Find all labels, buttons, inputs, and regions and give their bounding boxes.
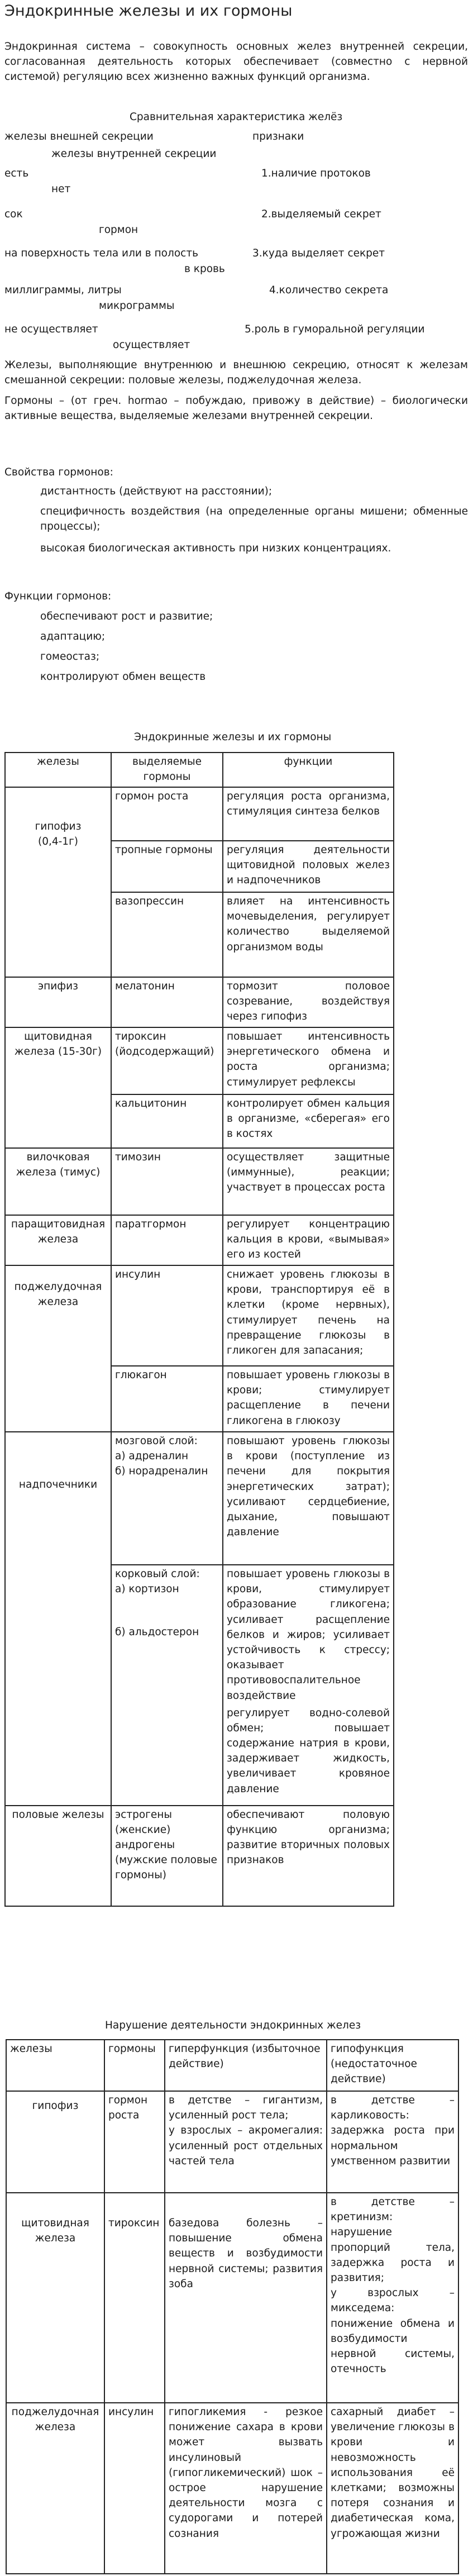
gland-cell: гипофиз — [6, 2091, 104, 2193]
gland-cell: паращитовидная железа — [5, 1215, 111, 1265]
hormone-cell: инсулин — [104, 2403, 165, 2574]
glands-hormones-table — [4, 752, 394, 1907]
list-item: контролируют обмен веществ — [40, 671, 206, 683]
column-header: железы — [6, 2040, 104, 2091]
properties-heading: Свойства гормонов: — [4, 466, 113, 478]
comparison-row-1-sign: 1.наличие протоков — [261, 168, 371, 179]
list-item: высокая биологическая активность при низких концентрациях. — [40, 542, 391, 554]
function-cell: регулирует водно-солевой обмен; повышает содержание натрия в крови, задерживает жидкость, увеличивает кровяное давление — [223, 1704, 394, 1806]
comparison-row-5-left: не осуществляет — [4, 323, 98, 335]
list-item: гомеостаз; — [40, 651, 100, 663]
function-cell: повышает уровень глюкозы в крови; стимулирует расщепление в печени гликогена в глюкозу — [223, 1366, 394, 1432]
function-cell: повышают уровень глюкозы в крови (поступление из печени для покрытия энергетических затрат); усиливают сердцебиение, дыхание, повышают давление — [223, 1432, 394, 1565]
hormone-cell: вазопрессин — [111, 892, 223, 977]
hormone-cell: тропные гормоны — [111, 841, 223, 892]
comparison-row-4-left: миллиграммы, литры — [4, 284, 122, 296]
gland-cell: щитовидная железа (15-30г) — [5, 1027, 111, 1148]
hyper-cell: базедова болезнь – повышение обмена веществ и возбудимости нервной системы; развития зоба — [165, 2193, 327, 2403]
hormone-cell: паратгормон — [111, 1215, 223, 1265]
hyper-cell: в детстве – гигантизм, усиленный рост тела; у взрослых – акромегалия: усиленный рост отдельных частей тела — [165, 2091, 327, 2193]
comparison-row-5-sign: 5.роль в гуморальной регуляции — [245, 323, 425, 335]
hormone-cell: мозговой слой: а) адреналин б) норадреналин — [111, 1432, 223, 1565]
function-cell: снижает уровень глюкозы в крови, транспортируя её в клетки (кроме нервных), стимулирует печень на превращение глюкозы в гликоген для запасания; — [223, 1265, 394, 1366]
column-header: гиперфункция (избыточное действие) — [165, 2040, 327, 2091]
function-cell: повышает уровень глюкозы в крови, стимулирует образование гликогена; усиливает расщепление белков и жиров; усиливает устойчивость к стрессу; оказывает противовоспалительное воздействие — [223, 1565, 394, 1704]
comparison-row-3-left: на поверхность тела или в полость — [4, 247, 198, 259]
function-cell: повышает интенсивность энергетического обмена и роста организма; стимулирует рефлексы — [223, 1027, 394, 1094]
gland-cell: поджелудочная железа — [5, 1265, 111, 1432]
hormone-cell: гормон роста — [111, 787, 223, 841]
hypo-cell: сахарный диабет – увеличение глюкозы в крови и невозможность использования её клетками; возможны потеря сознания и диабетическая кома, угрожающая жизни — [327, 2403, 458, 2574]
column-header: железы — [5, 753, 111, 787]
table-header-row — [5, 753, 394, 787]
list-item: обеспечивают рост и развитие; — [40, 611, 213, 622]
hormone-cell: тироксин — [104, 2193, 165, 2403]
comparison-row-4-sign: 4.количество секрета — [269, 284, 389, 296]
hormone-cell: тироксин (йодсодержащий) — [111, 1027, 223, 1094]
comparison-right-header: железы внутренней секреции — [51, 148, 217, 160]
table-row — [6, 2403, 458, 2574]
comparison-row-4-right: микрограммы — [99, 300, 175, 312]
table-row — [5, 1265, 394, 1366]
column-header: выделяемые гормоны — [111, 753, 223, 787]
hypo-cell: в детстве – карликовость: задержка роста при нормальном умственном развитии — [327, 2091, 458, 2193]
table2-caption: Нарушение деятельности эндокринных желез — [105, 2020, 361, 2031]
hypo-cell: в детстве – кретинизм: нарушение пропорций тела, задержка роста и развития; у взрослых – микседема: понижение обмена и возбудимости нервной системы, отечность — [327, 2193, 458, 2403]
comparison-row-2-sign: 2.выделяемый секрет — [261, 208, 381, 220]
gland-cell: надпочечники — [5, 1432, 111, 1806]
table-row — [5, 1432, 394, 1565]
list-item: адаптацию; — [40, 631, 106, 642]
table-row — [5, 1215, 394, 1265]
hormone-cell: гормон роста — [104, 2091, 165, 2193]
table-row — [6, 2091, 458, 2193]
comparison-row-1-left: есть — [4, 168, 29, 179]
table-row — [5, 977, 394, 1027]
function-cell: регулирует концентрацию кальция в крови, «вымывая» его из костей — [223, 1215, 394, 1265]
column-header: гипофункция (недостаточное действие) — [327, 2040, 458, 2091]
table-row — [5, 787, 394, 841]
comparison-title: Сравнительная характеристика желёз — [130, 111, 343, 123]
table-row — [5, 1806, 394, 1906]
column-header: гормоны — [104, 2040, 165, 2091]
comparison-row-1-right: нет — [51, 183, 71, 195]
table-header-row — [6, 2040, 458, 2091]
hormone-cell: корковый слой: а) кортизон б) альдостерон — [111, 1565, 223, 1806]
page-title: Эндокринные железы и их гормоны — [4, 2, 293, 20]
function-cell: осуществляет защитные (иммунные), реакции; участвует в процессах роста — [223, 1148, 394, 1215]
function-cell: тормозит половое созревание, воздействуя через гипофиз — [223, 977, 394, 1027]
comparison-row-5-right: осуществляет — [113, 339, 190, 351]
gland-cell: половые железы — [5, 1806, 111, 1906]
comparison-left-header: железы внешней секреции — [4, 131, 154, 142]
function-cell: контролирует обмен кальция в организме, «сберегая» его в костях — [223, 1094, 394, 1148]
comparison-signs-header: признаки — [252, 131, 304, 142]
hormone-cell: инсулин — [111, 1265, 223, 1366]
gland-cell: вилочковая железа (тимус) — [5, 1148, 111, 1215]
list-item: специфичность воздействия (на определенные органы мишени; обменные процессы); — [40, 506, 468, 533]
hormone-cell: тимозин — [111, 1148, 223, 1215]
table-row — [6, 2193, 458, 2403]
functions-heading: Функции гормонов: — [4, 591, 112, 602]
mixed-glands-paragraph: Железы, выполняющие внутреннюю и внешнюю секрецию, относят к железам смешанной секреции: половые железы, поджелудочная железа. — [4, 359, 468, 387]
hormone-cell: кальцитонин — [111, 1094, 223, 1148]
gland-cell: гипофиз (0,4-1г) — [5, 787, 111, 977]
gland-cell: эпифиз — [5, 977, 111, 1027]
gland-cell: поджелудочная железа — [6, 2403, 104, 2574]
gland-cell: щитовидная железа — [6, 2193, 104, 2403]
hormone-cell: глюкагон — [111, 1366, 223, 1432]
hormone-cell: мелатонин — [111, 977, 223, 1027]
function-cell: обеспечивают половую функцию организма; развитие вторичных половых признаков — [223, 1806, 394, 1906]
comparison-row-2-left: сок — [4, 208, 23, 220]
table1-caption: Эндокринные железы и их гормоны — [134, 731, 332, 743]
function-cell: регуляция роста организма, стимуляция синтеза белков — [223, 787, 394, 841]
function-cell: регуляция деятельности щитовидной половых желез и надпочечников — [223, 841, 394, 892]
hormones-definition: Гормоны – (от греч. hormao – побуждаю, привожу в действие) – биологически активные вещества, выделяемые железами внутренней секреции. — [4, 395, 468, 422]
gland-disorders-table — [6, 2039, 459, 2574]
table-row — [5, 1027, 394, 1094]
column-header: функции — [223, 753, 394, 787]
comparison-row-3-right: в кровь — [184, 263, 225, 275]
hormone-cell: эстрогены (женские) андрогены (мужские половые гормоны) — [111, 1806, 223, 1906]
intro-paragraph: Эндокринная система – совокупность основных желез внутренней секреции, согласованная деятельность которых обеспечивает (совместно с нервной системой) регуляцию всех жизненно важных функций организма. — [4, 41, 468, 83]
comparison-row-3-sign: 3.куда выделяет секрет — [252, 247, 385, 259]
function-cell: влияет на интенсивность мочевыделения, регулирует количество выделяемой организмом воды — [223, 892, 394, 977]
list-item: дистантность (действуют на расстоянии); — [40, 485, 273, 497]
comparison-row-2-right: гормон — [99, 224, 138, 236]
table-row — [5, 1148, 394, 1215]
hyper-cell: гипогликемия - резкое понижение сахара в крови может вызвать инсулиновый (гипогликемический) шок – острое нарушение деятельности мозга с судорогами и потерей сознания — [165, 2403, 327, 2574]
